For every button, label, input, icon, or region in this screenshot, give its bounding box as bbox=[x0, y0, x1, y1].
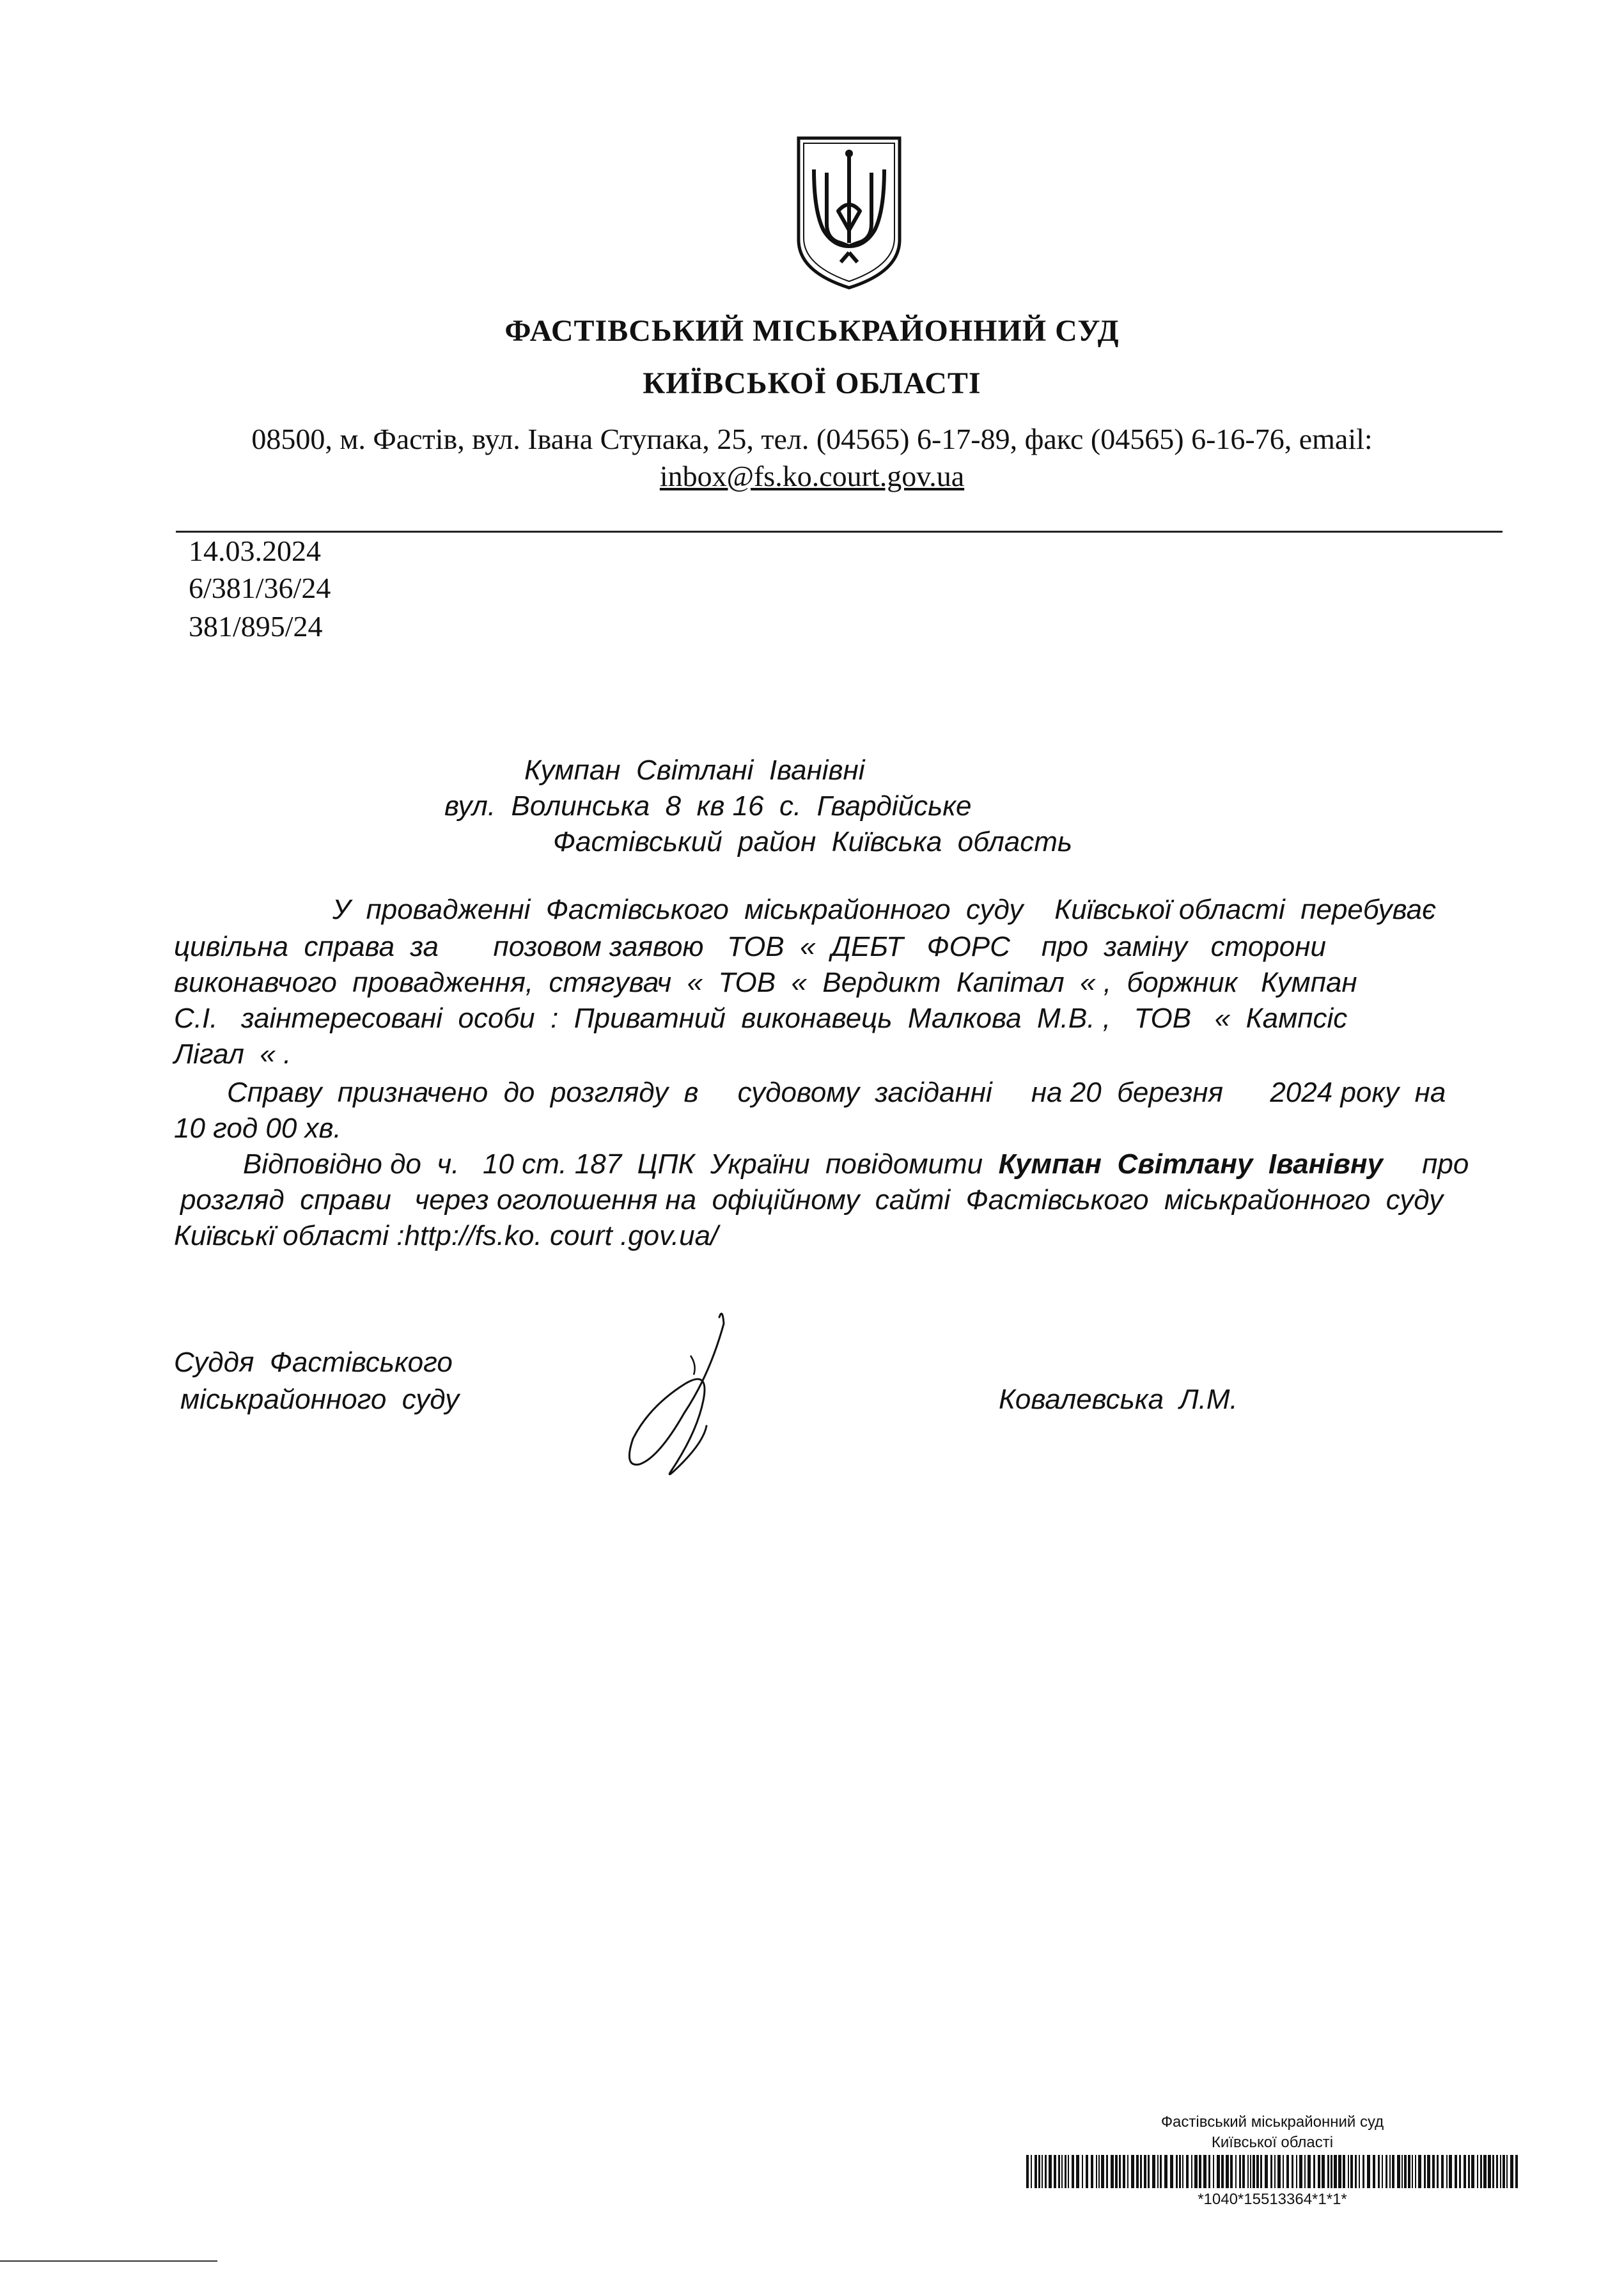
body-line: С.І. заінтересовані особи : Приватний виконавець Малкова М.В. , ТОВ « Кампсіс bbox=[174, 1003, 1348, 1034]
court-email-link[interactable]: inbox@fs.ko.court.gov.ua bbox=[659, 460, 965, 492]
recipient-street: вул. Волинська 8 кв 16 с. Гвардійське bbox=[444, 790, 972, 822]
case-number: 381/895/24 bbox=[189, 610, 323, 643]
body-line: виконавчого провадження, стягувач « ТОВ « Вердикт Капітал « , боржник Кумпан bbox=[174, 967, 1357, 998]
court-region: КИЇВСЬКОЇ ОБЛАСТІ bbox=[643, 366, 981, 400]
court-name: ФАСТІВСЬКИЙ МІСЬКРАЙОННИЙ СУД bbox=[504, 314, 1120, 348]
scan-edge-mark bbox=[0, 2260, 217, 2262]
barcode-icon bbox=[1026, 2155, 1519, 2188]
handwritten-signature bbox=[614, 1304, 761, 1483]
coat-of-arms-icon bbox=[795, 134, 903, 291]
judge-name: Ковалевська Л.М. bbox=[999, 1384, 1238, 1415]
judge-title: Суддя Фастівського bbox=[174, 1347, 453, 1378]
hearing-time: 10 год 00 хв. bbox=[174, 1113, 341, 1144]
notice-text: про bbox=[1383, 1148, 1469, 1180]
notified-person: Кумпан Світлану Іванівну bbox=[998, 1148, 1384, 1180]
header-divider bbox=[176, 531, 1503, 533]
body-line: цивільна справа за позовом заявою ТОВ « ДЕБТ ФОРС про заміну сторони bbox=[174, 931, 1326, 962]
hearing-line: Справу призначено до розгляду в судовому засіданні на 20 березня 2024 року на bbox=[227, 1077, 1446, 1108]
document-date: 14.03.2024 bbox=[189, 535, 321, 567]
court-website: Київськї області :http://fs.ko. court .gov.ua/ bbox=[174, 1220, 719, 1251]
stamp-region: Київської області bbox=[1211, 2134, 1334, 2151]
notice-line: розгляд справи через оголошення на офіційному сайті Фастівського міськрайонного суду bbox=[180, 1184, 1444, 1216]
stamp-court-name: Фастівський міськрайонний суд bbox=[1160, 2113, 1384, 2131]
notice-line bbox=[243, 1148, 1469, 1180]
notice-text: Відповідно до ч. 10 ст. 187 ЦПК України повідомити bbox=[243, 1148, 999, 1180]
barcode-number: *1040*15513364*1*1* bbox=[1198, 2191, 1347, 2208]
recipient-name: Кумпан Світлані Іванівні bbox=[524, 755, 865, 786]
court-address: 08500, м. Фастів, вул. Івана Ступака, 25, тел. (04565) 6-17-89, факс (04565) 6-16-76, email: bbox=[251, 423, 1373, 455]
body-line: У провадженні Фастівського міськрайонного суду Київської області перебуває bbox=[332, 894, 1436, 925]
outgoing-number: 6/381/36/24 bbox=[189, 572, 331, 604]
judge-title: міськрайонного суду bbox=[180, 1384, 460, 1415]
recipient-region: Фастівський район Київська область bbox=[553, 826, 1073, 857]
body-line: Лігал « . bbox=[174, 1038, 292, 1070]
